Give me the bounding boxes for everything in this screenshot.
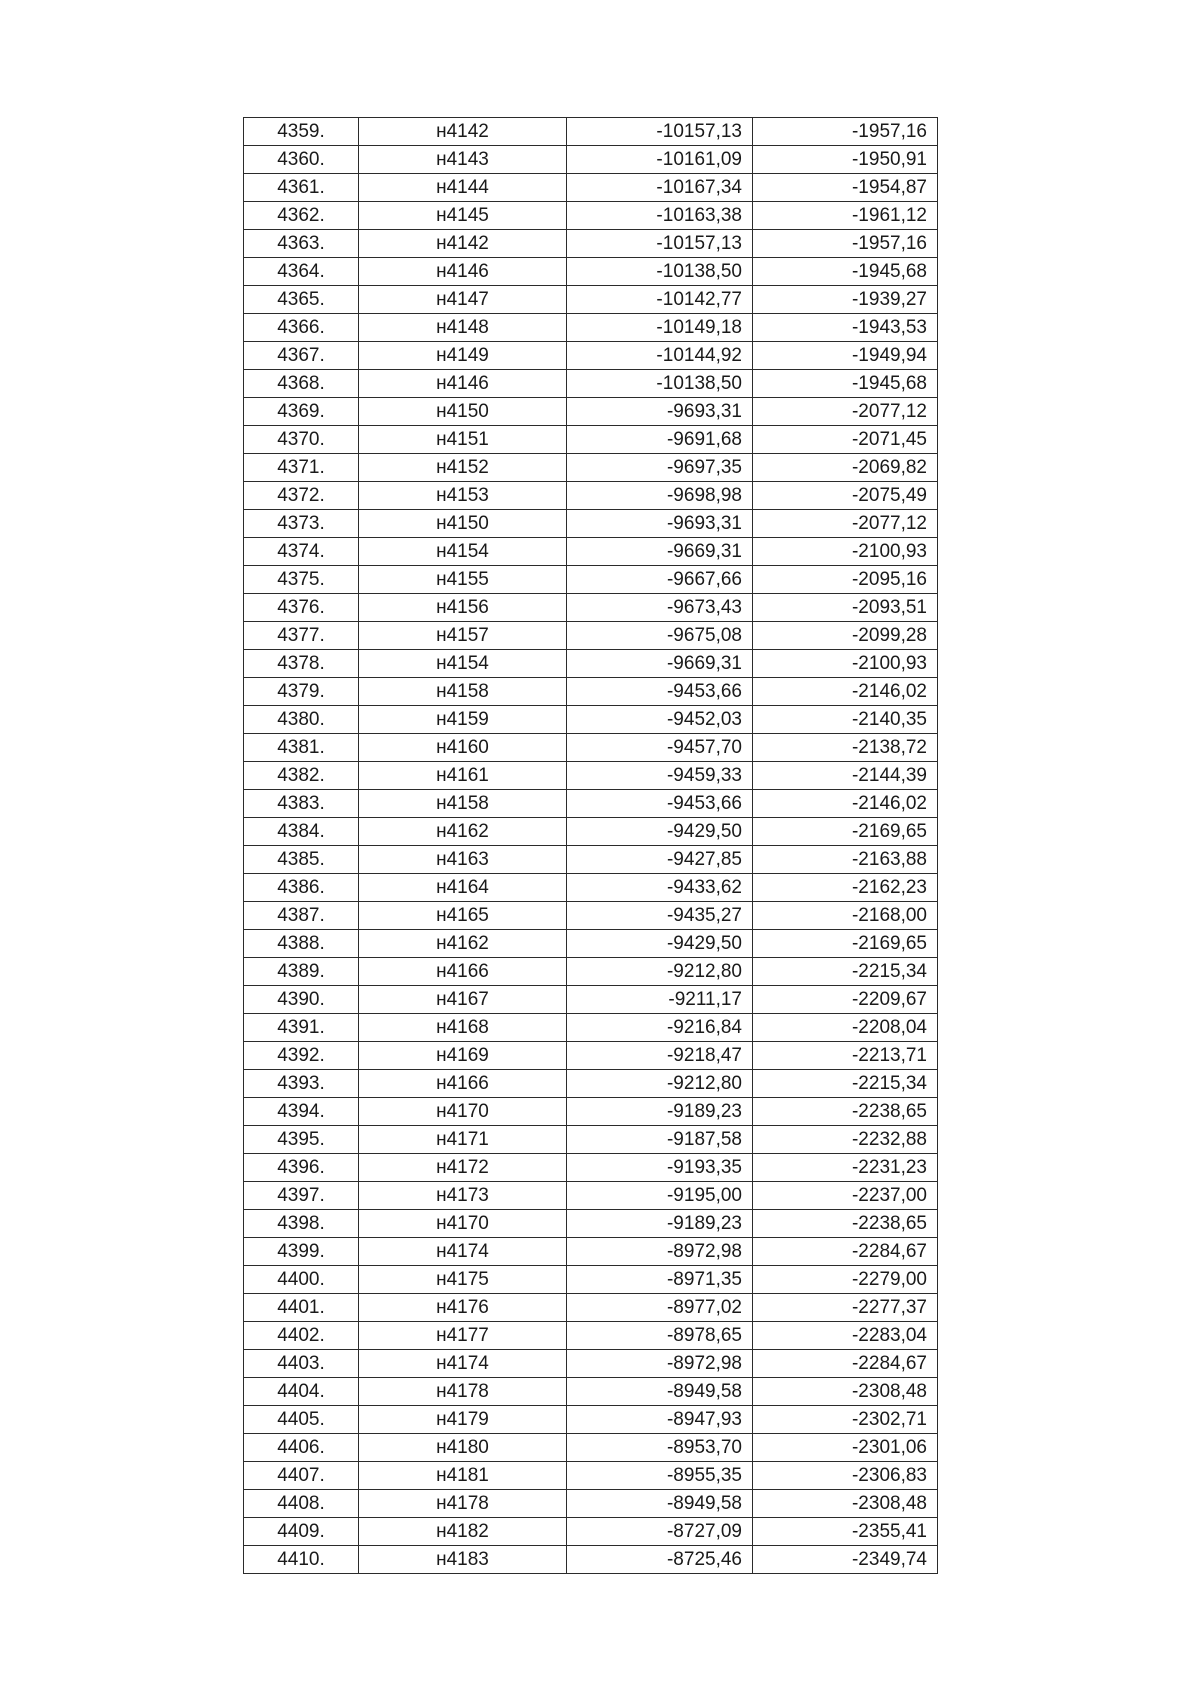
table-row: [244, 734, 938, 762]
row-number-cell: 4364.: [244, 258, 359, 286]
table-row: [244, 174, 938, 202]
x-coordinate-cell: -9435,27: [567, 902, 753, 930]
table-row: [244, 594, 938, 622]
table-row: [244, 258, 938, 286]
row-number-cell: 4371.: [244, 454, 359, 482]
x-coordinate-cell: -8947,93: [567, 1406, 753, 1434]
x-coordinate-cell: -9698,98: [567, 482, 753, 510]
x-coordinate-cell: -10149,18: [567, 314, 753, 342]
table-row: [244, 1238, 938, 1266]
point-name-cell: н4170: [359, 1210, 567, 1238]
point-name-cell: н4145: [359, 202, 567, 230]
x-coordinate-cell: -9193,35: [567, 1154, 753, 1182]
row-number-cell: 4359.: [244, 118, 359, 146]
y-coordinate-cell: -2099,28: [753, 622, 938, 650]
row-number-cell: 4392.: [244, 1042, 359, 1070]
row-number-cell: 4410.: [244, 1546, 359, 1574]
point-name-cell: н4173: [359, 1182, 567, 1210]
y-coordinate-cell: -2075,49: [753, 482, 938, 510]
y-coordinate-cell: -2077,12: [753, 398, 938, 426]
row-number-cell: 4391.: [244, 1014, 359, 1042]
table-row: [244, 986, 938, 1014]
x-coordinate-cell: -9189,23: [567, 1210, 753, 1238]
row-number-cell: 4401.: [244, 1294, 359, 1322]
y-coordinate-cell: -2140,35: [753, 706, 938, 734]
point-name-cell: н4142: [359, 118, 567, 146]
x-coordinate-cell: -9669,31: [567, 650, 753, 678]
row-number-cell: 4379.: [244, 678, 359, 706]
point-name-cell: н4151: [359, 426, 567, 454]
y-coordinate-cell: -2093,51: [753, 594, 938, 622]
x-coordinate-cell: -9693,31: [567, 510, 753, 538]
table-row: [244, 118, 938, 146]
x-coordinate-cell: -8953,70: [567, 1434, 753, 1462]
y-coordinate-cell: -2100,93: [753, 538, 938, 566]
table-row: [244, 1210, 938, 1238]
x-coordinate-cell: -8949,58: [567, 1490, 753, 1518]
table-row: [244, 482, 938, 510]
y-coordinate-cell: -2232,88: [753, 1126, 938, 1154]
table-row: [244, 1518, 938, 1546]
table-row: [244, 958, 938, 986]
row-number-cell: 4405.: [244, 1406, 359, 1434]
x-coordinate-cell: -8725,46: [567, 1546, 753, 1574]
x-coordinate-cell: -9427,85: [567, 846, 753, 874]
y-coordinate-cell: -1939,27: [753, 286, 938, 314]
point-name-cell: н4168: [359, 1014, 567, 1042]
row-number-cell: 4403.: [244, 1350, 359, 1378]
point-name-cell: н4146: [359, 370, 567, 398]
point-name-cell: н4167: [359, 986, 567, 1014]
point-name-cell: н4163: [359, 846, 567, 874]
point-name-cell: н4180: [359, 1434, 567, 1462]
table-row: [244, 1490, 938, 1518]
point-name-cell: н4158: [359, 678, 567, 706]
point-name-cell: н4161: [359, 762, 567, 790]
row-number-cell: 4384.: [244, 818, 359, 846]
y-coordinate-cell: -2301,06: [753, 1434, 938, 1462]
point-name-cell: н4157: [359, 622, 567, 650]
x-coordinate-cell: -10138,50: [567, 370, 753, 398]
coordinates-table-body: [244, 118, 938, 1574]
row-number-cell: 4373.: [244, 510, 359, 538]
table-row: [244, 342, 938, 370]
row-number-cell: 4382.: [244, 762, 359, 790]
row-number-cell: 4375.: [244, 566, 359, 594]
point-name-cell: н4164: [359, 874, 567, 902]
point-name-cell: н4169: [359, 1042, 567, 1070]
table-row: [244, 622, 938, 650]
row-number-cell: 4408.: [244, 1490, 359, 1518]
table-row: [244, 1434, 938, 1462]
row-number-cell: 4399.: [244, 1238, 359, 1266]
point-name-cell: н4142: [359, 230, 567, 258]
x-coordinate-cell: -9453,66: [567, 790, 753, 818]
point-name-cell: н4152: [359, 454, 567, 482]
x-coordinate-cell: -9453,66: [567, 678, 753, 706]
point-name-cell: н4154: [359, 538, 567, 566]
row-number-cell: 4400.: [244, 1266, 359, 1294]
x-coordinate-cell: -9187,58: [567, 1126, 753, 1154]
table-row: [244, 790, 938, 818]
x-coordinate-cell: -10138,50: [567, 258, 753, 286]
table-row: [244, 1098, 938, 1126]
x-coordinate-cell: -8972,98: [567, 1350, 753, 1378]
point-name-cell: н4183: [359, 1546, 567, 1574]
x-coordinate-cell: -9457,70: [567, 734, 753, 762]
x-coordinate-cell: -9211,17: [567, 986, 753, 1014]
point-name-cell: н4166: [359, 958, 567, 986]
y-coordinate-cell: -2208,04: [753, 1014, 938, 1042]
point-name-cell: н4182: [359, 1518, 567, 1546]
y-coordinate-cell: -2144,39: [753, 762, 938, 790]
point-name-cell: н4160: [359, 734, 567, 762]
row-number-cell: 4380.: [244, 706, 359, 734]
y-coordinate-cell: -2077,12: [753, 510, 938, 538]
x-coordinate-cell: -8971,35: [567, 1266, 753, 1294]
x-coordinate-cell: -9212,80: [567, 958, 753, 986]
x-coordinate-cell: -9669,31: [567, 538, 753, 566]
y-coordinate-cell: -2238,65: [753, 1098, 938, 1126]
point-name-cell: н4162: [359, 930, 567, 958]
table-row: [244, 1294, 938, 1322]
point-name-cell: н4179: [359, 1406, 567, 1434]
point-name-cell: н4156: [359, 594, 567, 622]
y-coordinate-cell: -2238,65: [753, 1210, 938, 1238]
table-row: [244, 1126, 938, 1154]
x-coordinate-cell: -9459,33: [567, 762, 753, 790]
table-row: [244, 1266, 938, 1294]
row-number-cell: 4368.: [244, 370, 359, 398]
x-coordinate-cell: -10157,13: [567, 118, 753, 146]
y-coordinate-cell: -2277,37: [753, 1294, 938, 1322]
y-coordinate-cell: -1950,91: [753, 146, 938, 174]
x-coordinate-cell: -9673,43: [567, 594, 753, 622]
y-coordinate-cell: -1957,16: [753, 230, 938, 258]
x-coordinate-cell: -9452,03: [567, 706, 753, 734]
row-number-cell: 4370.: [244, 426, 359, 454]
table-row: [244, 902, 938, 930]
point-name-cell: н4146: [359, 258, 567, 286]
row-number-cell: 4363.: [244, 230, 359, 258]
x-coordinate-cell: -9697,35: [567, 454, 753, 482]
point-name-cell: н4149: [359, 342, 567, 370]
point-name-cell: н4155: [359, 566, 567, 594]
x-coordinate-cell: -8949,58: [567, 1378, 753, 1406]
y-coordinate-cell: -2095,16: [753, 566, 938, 594]
y-coordinate-cell: -1945,68: [753, 370, 938, 398]
y-coordinate-cell: -1949,94: [753, 342, 938, 370]
x-coordinate-cell: -9433,62: [567, 874, 753, 902]
x-coordinate-cell: -9218,47: [567, 1042, 753, 1070]
x-coordinate-cell: -9693,31: [567, 398, 753, 426]
y-coordinate-cell: -1961,12: [753, 202, 938, 230]
x-coordinate-cell: -9189,23: [567, 1098, 753, 1126]
x-coordinate-cell: -8977,02: [567, 1294, 753, 1322]
y-coordinate-cell: -2308,48: [753, 1378, 938, 1406]
row-number-cell: 4385.: [244, 846, 359, 874]
y-coordinate-cell: -2209,67: [753, 986, 938, 1014]
point-name-cell: н4159: [359, 706, 567, 734]
y-coordinate-cell: -2100,93: [753, 650, 938, 678]
x-coordinate-cell: -9216,84: [567, 1014, 753, 1042]
x-coordinate-cell: -9691,68: [567, 426, 753, 454]
y-coordinate-cell: -2162,23: [753, 874, 938, 902]
row-number-cell: 4402.: [244, 1322, 359, 1350]
point-name-cell: н4181: [359, 1462, 567, 1490]
x-coordinate-cell: -10142,77: [567, 286, 753, 314]
y-coordinate-cell: -2355,41: [753, 1518, 938, 1546]
point-name-cell: н4166: [359, 1070, 567, 1098]
x-coordinate-cell: -8978,65: [567, 1322, 753, 1350]
y-coordinate-cell: -1957,16: [753, 118, 938, 146]
row-number-cell: 4367.: [244, 342, 359, 370]
point-name-cell: н4174: [359, 1238, 567, 1266]
row-number-cell: 4369.: [244, 398, 359, 426]
table-row: [244, 1546, 938, 1574]
x-coordinate-cell: -9675,08: [567, 622, 753, 650]
y-coordinate-cell: -2138,72: [753, 734, 938, 762]
point-name-cell: н4175: [359, 1266, 567, 1294]
table-row: [244, 454, 938, 482]
point-name-cell: н4154: [359, 650, 567, 678]
table-row: [244, 1042, 938, 1070]
y-coordinate-cell: -2302,71: [753, 1406, 938, 1434]
y-coordinate-cell: -2071,45: [753, 426, 938, 454]
y-coordinate-cell: -2169,65: [753, 818, 938, 846]
table-row: [244, 314, 938, 342]
x-coordinate-cell: -10144,92: [567, 342, 753, 370]
row-number-cell: 4374.: [244, 538, 359, 566]
x-coordinate-cell: -9195,00: [567, 1182, 753, 1210]
table-row: [244, 1070, 938, 1098]
y-coordinate-cell: -2215,34: [753, 958, 938, 986]
table-row: [244, 566, 938, 594]
table-row: [244, 426, 938, 454]
point-name-cell: н4171: [359, 1126, 567, 1154]
row-number-cell: 4386.: [244, 874, 359, 902]
y-coordinate-cell: -2231,23: [753, 1154, 938, 1182]
row-number-cell: 4360.: [244, 146, 359, 174]
y-coordinate-cell: -2349,74: [753, 1546, 938, 1574]
row-number-cell: 4361.: [244, 174, 359, 202]
y-coordinate-cell: -2237,00: [753, 1182, 938, 1210]
y-coordinate-cell: -2146,02: [753, 678, 938, 706]
table-row: [244, 874, 938, 902]
point-name-cell: н4150: [359, 398, 567, 426]
point-name-cell: н4144: [359, 174, 567, 202]
row-number-cell: 4362.: [244, 202, 359, 230]
table-row: [244, 230, 938, 258]
row-number-cell: 4404.: [244, 1378, 359, 1406]
y-coordinate-cell: -2308,48: [753, 1490, 938, 1518]
point-name-cell: н4177: [359, 1322, 567, 1350]
point-name-cell: н4178: [359, 1490, 567, 1518]
x-coordinate-cell: -10157,13: [567, 230, 753, 258]
table-row: [244, 762, 938, 790]
y-coordinate-cell: -1943,53: [753, 314, 938, 342]
row-number-cell: 4388.: [244, 930, 359, 958]
table-row: [244, 510, 938, 538]
y-coordinate-cell: -1954,87: [753, 174, 938, 202]
table-row: [244, 650, 938, 678]
point-name-cell: н4170: [359, 1098, 567, 1126]
row-number-cell: 4366.: [244, 314, 359, 342]
y-coordinate-cell: -2279,00: [753, 1266, 938, 1294]
y-coordinate-cell: -2168,00: [753, 902, 938, 930]
table-row: [244, 146, 938, 174]
y-coordinate-cell: -2283,04: [753, 1322, 938, 1350]
point-name-cell: н4150: [359, 510, 567, 538]
point-name-cell: н4148: [359, 314, 567, 342]
table-row: [244, 202, 938, 230]
x-coordinate-cell: -9667,66: [567, 566, 753, 594]
y-coordinate-cell: -2146,02: [753, 790, 938, 818]
row-number-cell: 4383.: [244, 790, 359, 818]
row-number-cell: 4377.: [244, 622, 359, 650]
point-name-cell: н4178: [359, 1378, 567, 1406]
y-coordinate-cell: -2215,34: [753, 1070, 938, 1098]
coordinates-table: [243, 117, 938, 1574]
row-number-cell: 4378.: [244, 650, 359, 678]
table-row: [244, 930, 938, 958]
y-coordinate-cell: -2284,67: [753, 1350, 938, 1378]
x-coordinate-cell: -10163,38: [567, 202, 753, 230]
row-number-cell: 4376.: [244, 594, 359, 622]
row-number-cell: 4393.: [244, 1070, 359, 1098]
row-number-cell: 4397.: [244, 1182, 359, 1210]
x-coordinate-cell: -9212,80: [567, 1070, 753, 1098]
table-row: [244, 370, 938, 398]
table-row: [244, 1350, 938, 1378]
table-row: [244, 678, 938, 706]
row-number-cell: 4394.: [244, 1098, 359, 1126]
row-number-cell: 4387.: [244, 902, 359, 930]
table-row: [244, 818, 938, 846]
row-number-cell: 4372.: [244, 482, 359, 510]
row-number-cell: 4365.: [244, 286, 359, 314]
row-number-cell: 4407.: [244, 1462, 359, 1490]
y-coordinate-cell: -2284,67: [753, 1238, 938, 1266]
row-number-cell: 4381.: [244, 734, 359, 762]
y-coordinate-cell: -2069,82: [753, 454, 938, 482]
y-coordinate-cell: -1945,68: [753, 258, 938, 286]
table-row: [244, 1378, 938, 1406]
point-name-cell: н4143: [359, 146, 567, 174]
point-name-cell: н4176: [359, 1294, 567, 1322]
point-name-cell: н4147: [359, 286, 567, 314]
point-name-cell: н4172: [359, 1154, 567, 1182]
y-coordinate-cell: -2163,88: [753, 846, 938, 874]
point-name-cell: н4158: [359, 790, 567, 818]
table-row: [244, 1322, 938, 1350]
row-number-cell: 4409.: [244, 1518, 359, 1546]
table-row: [244, 538, 938, 566]
x-coordinate-cell: -9429,50: [567, 818, 753, 846]
table-row: [244, 1406, 938, 1434]
x-coordinate-cell: -10161,09: [567, 146, 753, 174]
x-coordinate-cell: -10167,34: [567, 174, 753, 202]
table-row: [244, 1462, 938, 1490]
row-number-cell: 4396.: [244, 1154, 359, 1182]
y-coordinate-cell: -2213,71: [753, 1042, 938, 1070]
table-row: [244, 1014, 938, 1042]
row-number-cell: 4389.: [244, 958, 359, 986]
table-row: [244, 398, 938, 426]
x-coordinate-cell: -8727,09: [567, 1518, 753, 1546]
x-coordinate-cell: -8955,35: [567, 1462, 753, 1490]
table-row: [244, 286, 938, 314]
y-coordinate-cell: -2169,65: [753, 930, 938, 958]
y-coordinate-cell: -2306,83: [753, 1462, 938, 1490]
table-row: [244, 1154, 938, 1182]
row-number-cell: 4390.: [244, 986, 359, 1014]
row-number-cell: 4406.: [244, 1434, 359, 1462]
x-coordinate-cell: -8972,98: [567, 1238, 753, 1266]
point-name-cell: н4153: [359, 482, 567, 510]
point-name-cell: н4174: [359, 1350, 567, 1378]
row-number-cell: 4395.: [244, 1126, 359, 1154]
table-row: [244, 846, 938, 874]
x-coordinate-cell: -9429,50: [567, 930, 753, 958]
table-row: [244, 1182, 938, 1210]
point-name-cell: н4165: [359, 902, 567, 930]
table-row: [244, 706, 938, 734]
row-number-cell: 4398.: [244, 1210, 359, 1238]
point-name-cell: н4162: [359, 818, 567, 846]
